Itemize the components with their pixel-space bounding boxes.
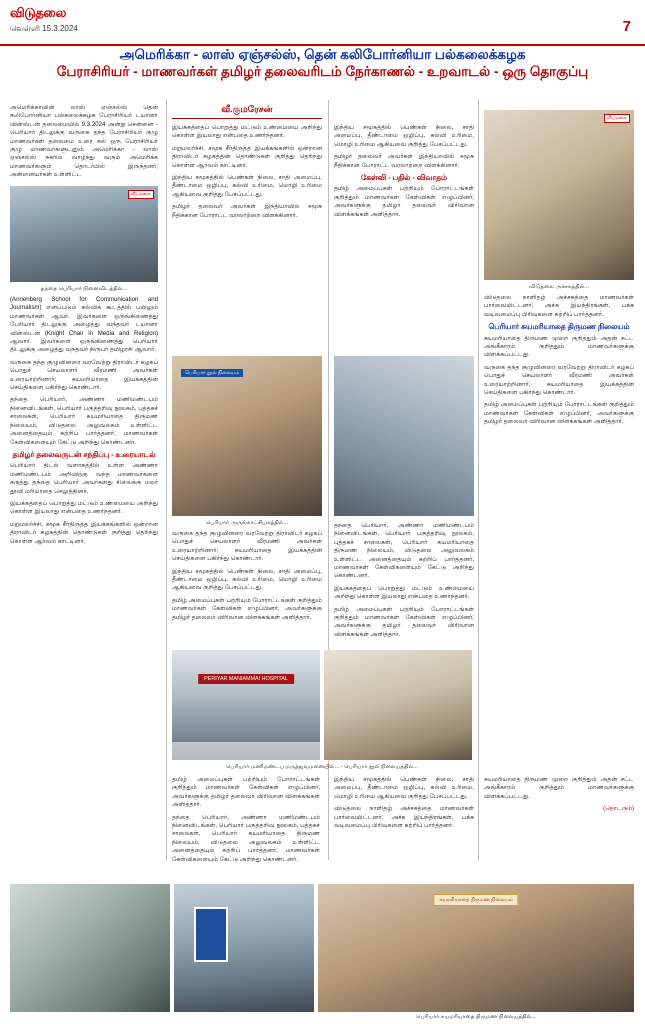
headline-line-1: அமெரிக்கா - லாஸ் ஏஞ்சல்ஸ், தென் கலிபோர்னியா பல்கலைக்கழக — [119, 47, 526, 62]
paragraph: சுயமரியாதை திருமண முறை குறித்தும் அதன் சட்ட அங்கீகாரம் குறித்தும் மாணவர்களுக்கு விளக்கப்பட்டது. — [484, 334, 634, 359]
photo-bookstore-interior — [324, 650, 472, 760]
paragraph: தமிழ் அமைப்புகள் பற்றியும் போராட்டங்கள் குறித்தும் மாணவர்கள் கேள்விகள் எழுப்பினர்; அவர்களுக்கு தமிழர் தலைவர் விரிவான விளக்கங்கள் அளித்தார். — [334, 185, 474, 218]
photo-caption-3: பெரியார் மணிமண்டப மருத்துவமனையில்... - பெரியார் நூல் நிலையத்தில்... — [226, 764, 418, 770]
photo-caption-1: தந்தை பெரியார் நினைவிடத்தில்... — [40, 286, 128, 292]
paragraph: தந்தை பெரியார், அண்ணா மணிமண்டபம் நினைவிடங்கள், பெரியார் பகுத்தறிவு நூலகம், புத்தகச் சாலைகள், பெரியார் சுயமரியாதை திருமண நிலையம், விடுதலை அலுவலகம் உள்ளிட்ட அனைத்தையும் சுற்றிப் பார்த்தனர்; மாணவர்கள் கேள்விகளையும் கேட்டு அறிந்து கொண்டனர். — [172, 813, 320, 863]
column-divider-1 — [166, 100, 167, 860]
photo-periyar-memorial — [10, 186, 158, 282]
byline: வீ.குமரேசன் — [172, 104, 322, 119]
paragraph: (Annenberg School for Communication and Journalism) எனப்படும் கல்விக் கூடத்தில் பயிலும் மாணவர்கள் ஆவர். இவர்களை ஒருங்கிணைத்து பேரியார் திடலுக்கு அழைத்து வந்தவர் டயானா வின்ஸ்டன் (Knight Chair in Media and Religion) ஆவார். இவர்களை ஒருங்கிணைத்து பெரியார் திடலுக்கு அழைத்து வந்தவர் நிருபர் தமிழரசி ஆவார். — [10, 296, 158, 354]
paragraph: பெரியார் திடல் வளாகத்தில் உள்ள அண்ணா மணிமண்டபம் அறிவிற்கு வந்த மாணவர்களை கருத்து தந்தை பெரியார் அவர்களது சிலைக்கு மலர் தூவி மரியாதை செலுத்தினர். — [10, 462, 158, 495]
page-title — [10, 46, 635, 80]
newspaper-logo — [10, 4, 80, 24]
paragraph: தமிழ் அமைப்புகள் பற்றியும் போராட்டங்கள் குறித்தும் மாணவர்கள் கேள்விகள் எழுப்பினர்; அவர்களுக்கு தமிழர் தலைவர் விரிவான விளக்கங்கள் அளித்தார். — [172, 776, 320, 809]
paragraph: தமிழ் அமைப்புகள் பற்றியும் போராட்டங்கள் குறித்தும் மாணவர்கள் கேள்விகள் எழுப்பினர்; அவர்களுக்கு தமிழர் தலைவர் விரிவான விளக்கங்கள் அளித்தார். — [334, 605, 474, 638]
photo-noticeboard — [174, 884, 314, 1012]
column-3-lower — [334, 522, 474, 643]
headline-line-2: பேராசிரியர் - மாணவர்கள் தமிழர் தலைவரிடம் நேர்காணல் - உறவாடல் - ஒரு தொகுப்பு — [56, 64, 589, 79]
paragraph: இந்திய சமூகத்தில் பெண்கள் நிலை, சாதி அமைப்பு, தீண்டாமை ஒழிப்பு, கல்வி உரிமை, மொழி உரிமை ஆகியவை குறித்து பேசப்பட்டது. — [334, 776, 474, 800]
column-4-lower — [484, 294, 634, 431]
hall-banner: சுயமரியாதை திருமண நிலையம் — [433, 894, 518, 906]
paragraph: விடுதலை நாளிதழ் அச்சகத்தை மாணவர்கள் பார்வையிட்டனர்; அச்சு இயந்திரங்கள், பக்க வடிவமைப்பு பிரிவுகளை சுற்றிப் பார்த்தனர். — [334, 805, 474, 830]
paragraph: சுயமரியாதை திருமண முறை குறித்தும் அதன் சட்ட அங்கீகாரம் குறித்தும் மாணவர்களுக்கு விளக்கப்பட்டது. — [484, 776, 634, 800]
paragraph: மறுமலர்ச்சி, சமூக சீர்திருத்த இயக்கங்களில் ஒன்றான திராவிடர் கழகத்தின் தொண்டுகள் குறித்து தெரிந்து கொள்ள ஆர்வம் காட்டினர். — [10, 520, 158, 545]
paragraph: இயக்கத்தைப் பொறுத்து மட்டும் உண்மையை அறிந்து கொள்ள இயலாது என்பதை உணர்ந்தனர். — [10, 499, 158, 516]
column-1-lower — [10, 296, 158, 550]
hospital-signboard: PERIYAR MANIAMMAI HOSPITAL — [198, 674, 294, 684]
column-2 — [172, 124, 322, 224]
photo-library-visit — [484, 110, 634, 280]
photo-caption-press: விடுதலை அச்சகத்தில்... — [528, 284, 589, 290]
paragraph: வருகை தந்த குழுவினரை வரவேற்று திராவிடர் கழகப் பொதுச் செயலாளர் வீரமணி அவர்கள் உரையாற்றினார்; சுயமரியாதை இயக்கத்தின் செய்திகளை பகிர்ந்து கொண்டார். — [484, 363, 634, 397]
paragraph: இயக்கத்தைப் பொறுத்து மட்டும் உண்மையை அறிந்து கொள்ள இயலாது என்பதை உணர்ந்தனர். — [172, 124, 322, 140]
page-number: 7 — [622, 18, 631, 35]
photo-group-discussion — [334, 356, 474, 516]
paragraph: இந்திய சமூகத்தில் பெண்கள் நிலை, சாதி அமைப்பு, தீண்டாமை ஒழிப்பு, கல்வி உரிமை, மொழி உரிமை ஆகியவை குறித்து பேசப்பட்டது. — [172, 174, 322, 198]
photo-museum-visit — [172, 356, 322, 516]
column-3 — [334, 124, 474, 223]
masthead — [0, 0, 645, 46]
subhead-meeting: தமிழர் தலைவருடன் சந்திப்பு - உரையாடல் — [12, 449, 156, 459]
column-1 — [10, 104, 158, 184]
column-divider-3 — [478, 100, 479, 860]
photo-hospital-building — [172, 650, 320, 760]
photo-caption-4: பெரியார் சுயமரியாதை திருமண நிலையத்தில்... — [416, 1014, 536, 1020]
column-2-lower — [172, 530, 322, 626]
paragraph: வருகை தந்த குழுவினரை வரவேற்று திராவிடர் கழகப் பொதுச் செயலாளர் வீரமணி அவர்கள் உரையாற்றினார்; சுயமரியாதை இயக்கத்தின் செய்திகளை பகிர்ந்து கொண்டார். — [172, 530, 322, 563]
photo-group-marriage-hall — [318, 884, 634, 1012]
paragraph: தமிழர் தலைவர் அவர்கள் இந்தியாவில் சமூக நீதிக்கான போராட்ட வரலாற்றை விளக்கினார். — [334, 153, 474, 169]
column-2-tail — [172, 776, 320, 868]
paragraph: இயக்கத்தைப் பொறுத்து மட்டும் உண்மையை அறிந்து கொள்ள இயலாது என்பதை உணர்ந்தனர். — [334, 584, 474, 601]
subhead-marriage-hall: பெரியார் சுயமரியாதை திருமண நிலையம் — [488, 322, 630, 332]
paragraph: இந்திய சமூகத்தில் பெண்கள் நிலை, சாதி அமைப்பு, தீண்டாமை ஒழிப்பு, கல்வி உரிமை, மொழி உரிமை ஆகியவை குறித்து பேசப்பட்டது. — [334, 124, 474, 148]
paragraph: விடுதலை நாளிதழ் அச்சகத்தை மாணவர்கள் பார்வையிட்டனர்; அச்சு இயந்திரங்கள், பக்க வடிவமைப்பு பிரிவுகளை சுற்றிப் பார்த்தனர். — [484, 294, 634, 318]
photo-stamp: விடுதலை — [604, 114, 630, 123]
photo-caption-2: பெரியார் அருங்காட்சியகத்தில்... — [205, 520, 289, 526]
photo-campus-gate — [10, 884, 170, 1012]
paragraph: அமெரிக்காவின் லாஸ் ஏஞ்சல்ஸ் தென் கலிபோர்னியா பல்கலைக்கழக பேராசிரியர் டயானா வின்ஸ்டன் தலைமையில் 9.3.2024 அன்று சென்னை - பெரியார் திடலுக்கு வருகை தந்த பேராசிரியர் குழு மாணவர்கள் தலைமை உரை கல் ஒரு பேராசிரியர் குழு மாணவர்களுடனும் அமெரிக்கா - லாஸ் ஏஞ்சல்ஸ் நகரில் வாழ்ந்து வரும் அமெரிக்க மாணவர்களும் தொடர்பில் இருந்தனர்; அன்னையர்கள் உள்ளிட்ட — [10, 104, 158, 179]
subhead-qa: கேள்வி - பதில் - விவாதம் — [361, 173, 447, 183]
paragraph: தந்தை பெரியார், அண்ணா மணிமண்டபம் நினைவிடங்கள், பெரியார் பகுத்தறிவு நூலகம், புத்தகச் சாலைகள், பெரியார் சுயமரியாதை திருமண நிலையம், விடுதலை அலுவலகம் உள்ளிட்ட அனைத்தையும் சுற்றிப் பார்த்தனர்; மாணவர்கள் கேள்விகளையும் கேட்டு அறிந்து கொண்டனர். — [334, 522, 474, 580]
paragraph: மறுமலர்ச்சி, சமூக சீர்திருத்த இயக்கங்களில் ஒன்றான திராவிடர் கழகத்தின் தொண்டுகள் குறித்து தெரிந்து கொள்ள ஆர்வம் காட்டினர். — [172, 144, 322, 169]
paragraph: தமிழர் தலைவர் அவர்கள் இந்தியாவில் சமூக நீதிக்கான போராட்ட வரலாற்றை விளக்கினார். — [172, 203, 322, 219]
photo-stamp: விடுதலை — [128, 190, 154, 199]
continuation-note: (தொடரும்) — [603, 806, 634, 813]
paragraph: தந்தை பெரியார், அண்ணா மணிமண்டபம் நினைவிடங்கள், பெரியார் பகுத்தறிவு நூலகம், புத்தகச் சாலைகள், பெரியார் சுயமரியாதை திருமண நிலையம், விடுதலை அலுவலகம் உள்ளிட்ட அனைத்தையும் சுற்றிப் பார்த்தனர்; மாணவர்கள் கேள்விகளையும் கேட்டு அறிந்து கொண்டனர். — [10, 396, 158, 446]
paragraph: இந்திய சமூகத்தில் பெண்கள் நிலை, சாதி அமைப்பு, தீண்டாமை ஒழிப்பு, கல்வி உரிமை, மொழி உரிமை ஆகியவை குறித்து பேசப்பட்டது. — [172, 567, 322, 592]
publication-date: வெள்ளி 15.3.2024 — [10, 24, 78, 33]
paragraph: தமிழ் அமைப்புகள் பற்றியும் போராட்டங்கள் குறித்தும் மாணவர்கள் கேள்விகள் எழுப்பினர்; அவர்களுக்கு தமிழர் தலைவர் விரிவான விளக்கங்கள் அளித்தார். — [172, 596, 322, 621]
paragraph: வருகை தந்த குழுவினரை வரவேற்று திராவிடர் கழகப் பொதுச் செயலாளர் வீரமணி அவர்கள் உரையாற்றினார்; சுயமரியாதை இயக்கத்தின் செய்திகளை பகிர்ந்து கொண்டார். — [10, 358, 158, 392]
column-3-tail — [334, 776, 474, 834]
column-4-tail — [484, 776, 634, 818]
blue-noticeboard — [194, 907, 229, 962]
newspaper-logo-text: விடுதலை — [10, 5, 66, 20]
photo-signboard: பெரியார் நூல் நிலையம் — [181, 369, 243, 377]
paragraph: தமிழ் அமைப்புகள் பற்றியும் போராட்டங்கள் குறித்தும் மாணவர்கள் கேள்விகள் எழுப்பினர்; அவர்களுக்கு தமிழர் தலைவர் விரிவான விளக்கங்கள் அளித்தார். — [484, 401, 634, 426]
